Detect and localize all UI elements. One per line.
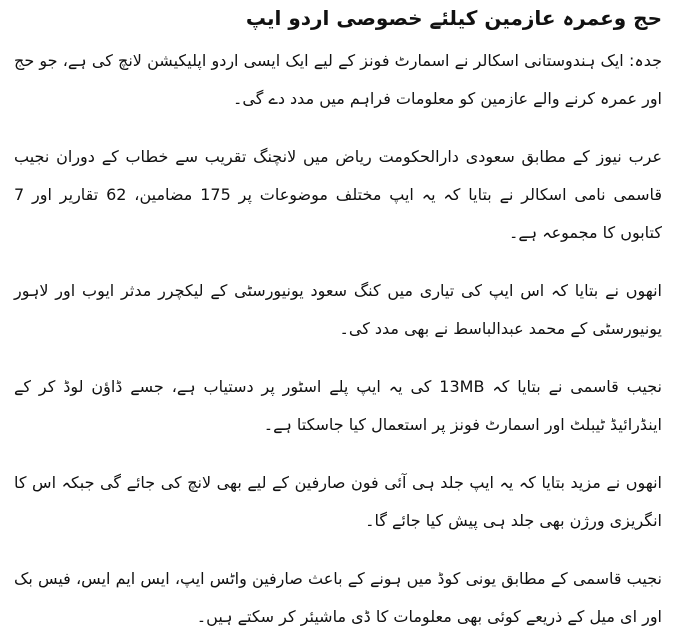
article-paragraph-4: نجیب قاسمی نے بتایا کہ 13MB کی یہ ایپ پلے اسٹور پر دستیاب ہے، جسے ڈاؤن لوڈ کر کے اینڈرائیڈ ٹیبلٹ اور اسمارٹ فونز پر استعمال کیا جاسکتا ہے۔ — [14, 377, 662, 434]
article-paragraph-2: عرب نیوز کے مطابق سعودی دارالحکومت ریاض میں لانچنگ تقریب سے خطاب کے دوران نجیب قاسمی نامی اسکالر نے بتایا کہ یہ ایپ مختلف موضوعات پر 175 مضامین، 62 تقاریر اور 7 کتابوں کا مجموعہ ہے۔ — [14, 147, 662, 242]
article-title: حج وعمرہ عازمین کیلئے خصوصی اردو ایپ — [245, 6, 662, 30]
article-paragraph-1: جدہ: ایک ہندوستانی اسکالر نے اسمارٹ فونز کے لیے ایک ایسی اردو اپلیکیشن لانچ کی ہے، جو حج اور عمرہ کرنے والے عازمین کو معلومات فراہم میں مدد دے گی۔ — [14, 51, 662, 108]
article-paragraph-5: انھوں نے مزید بتایا کہ یہ ایپ جلد ہی آئی فون صارفین کے لیے بھی لانچ کی جائے گی جبکہ اس کا انگریزی ورژن بھی جلد ہی پیش کیا جائے گا۔ — [14, 473, 662, 530]
article-paragraph-6: نجیب قاسمی کے مطابق یونی کوڈ میں ہونے کے باعث صارفین واٹس ایپ، ایس ایم ایس، فیس بک اور ای میل کے ذریعے کوئی بھی معلومات کا ڈی ماشیئر کر سکتے ہیں۔ — [14, 569, 662, 626]
article-page — [0, 4, 676, 626]
article-paragraph-3: انھوں نے بتایا کہ اس ایپ کی تیاری میں کنگ سعود یونیورسٹی کے لیکچرر مدثر ایوب اور لاہور یونیورسٹی کے محمد عبدالباسط نے بھی مدد کی۔ — [14, 281, 662, 338]
